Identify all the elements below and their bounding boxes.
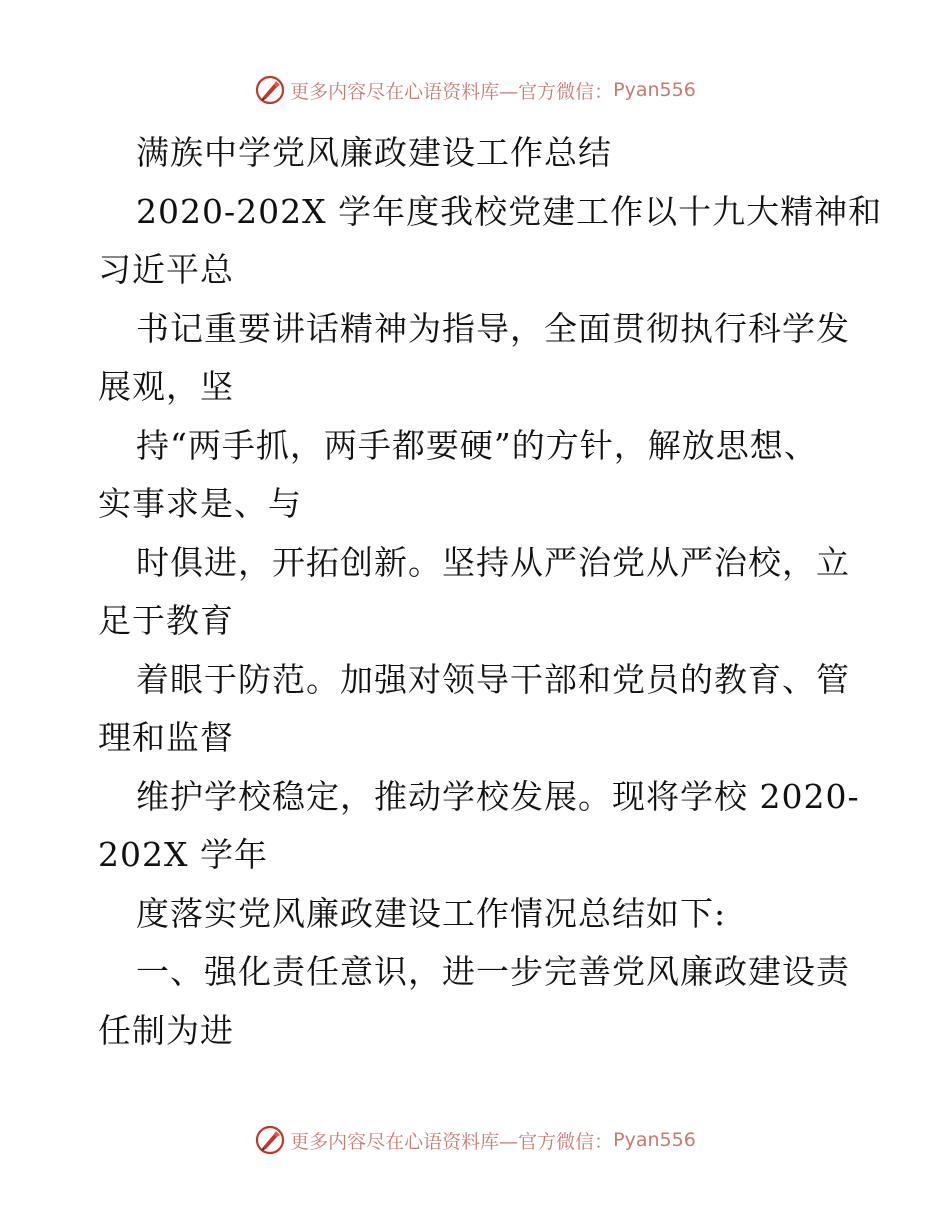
text-line: 书记重要讲话精神为指导，全面贯彻执行科学发 [136,308,850,348]
text-line: 一、强化责任意识，进一步完善党风廉政建设责 [136,952,850,991]
pen-logo-icon [254,1124,286,1156]
text-line: 时俱进，开拓创新。坚持从严治党从严治校，立 [136,542,850,582]
text-line: 实事求是、与 [98,484,302,523]
pen-logo-icon [254,74,286,106]
text-line: 习近平总 [98,250,234,289]
text-line: 202X 学年 [98,835,268,874]
document-title: 满族中学党风廉政建设工作总结 [136,133,612,172]
document-body [98,124,883,1060]
text-line: 度落实党风廉政建设工作情况总结如下: [136,893,727,933]
wechat-id: Pyan556 [613,79,696,101]
text-line: 理和监督 [98,718,234,757]
footer-watermark [0,1120,950,1160]
header-watermark [0,70,950,110]
text-line: 持“两手抓，两手都要硬”的方针，解放思想、 [136,425,818,465]
wechat-id: Pyan556 [613,1129,696,1151]
text-line: 2020-202X 学年度我校党建工作以十九大精神和 [136,191,883,231]
text-line: 足于教育 [98,601,234,640]
watermark-text: 更多内容尽在心语资料库—官方微信： [290,80,614,103]
watermark-text: 更多内容尽在心语资料库—官方微信： [290,1130,614,1153]
text-line: 维护学校稳定，推动学校发展。现将学校 2020- [136,776,860,816]
text-line: 展观，坚 [98,367,234,406]
text-line: 任制为进 [98,1010,234,1050]
text-line: 着眼于防范。加强对领导干部和党员的教育、管 [136,659,850,699]
